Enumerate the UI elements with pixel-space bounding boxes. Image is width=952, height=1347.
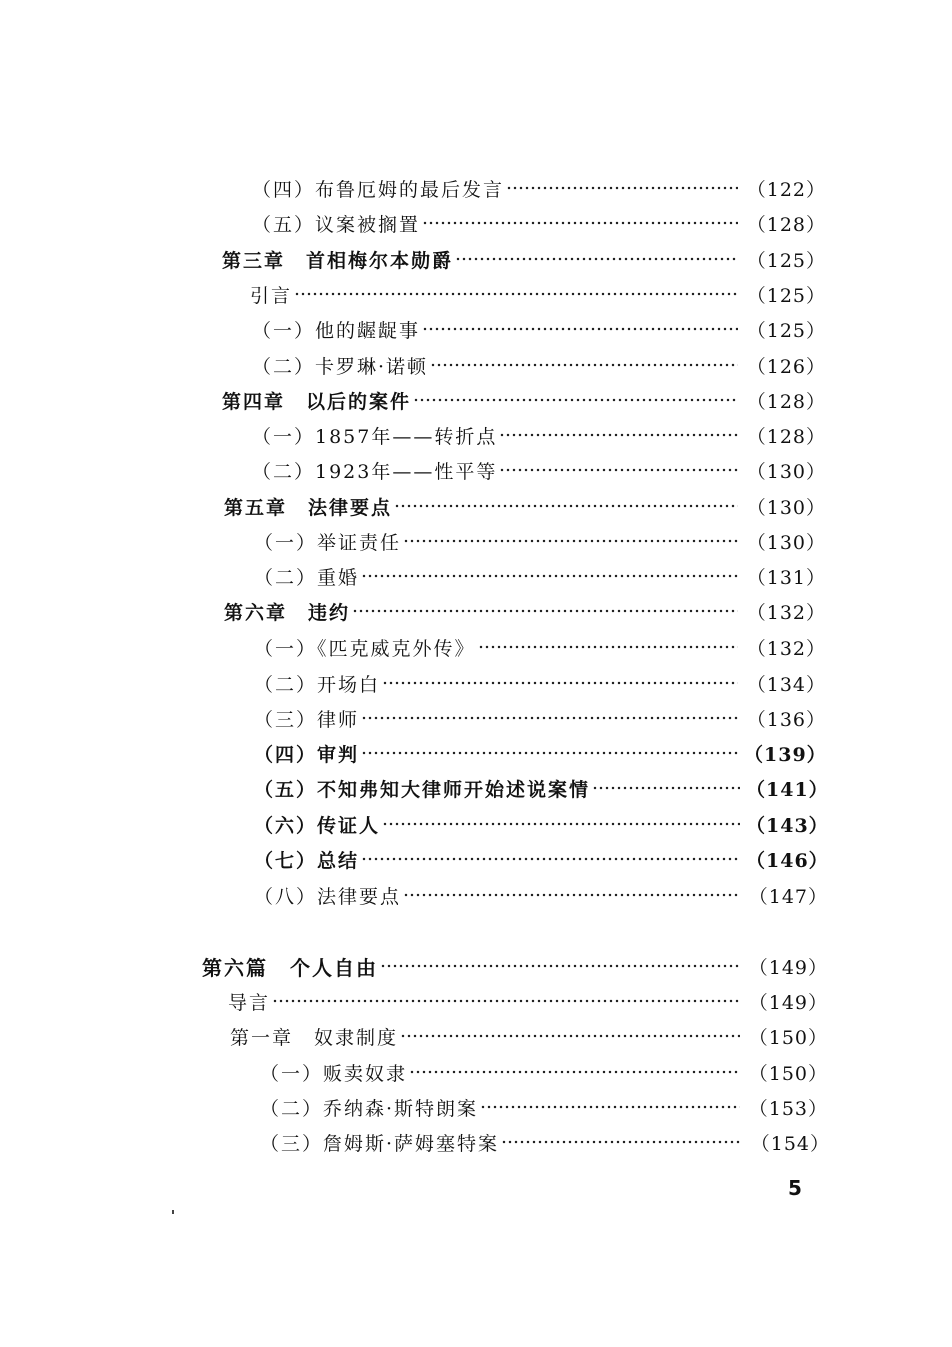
toc-entry: [252, 347, 826, 383]
toc-entry: [252, 417, 826, 453]
toc-entry-title: （八）法律要点: [254, 885, 402, 908]
dot-leader: [382, 678, 738, 688]
toc-entry-page: （146）: [746, 849, 829, 872]
toc-entry-page: （130）: [746, 460, 826, 483]
toc-entry-page: （139）: [744, 743, 827, 766]
toc-chapter-title: 第五章 法律要点: [224, 496, 393, 519]
toc-entry-page: （132）: [746, 601, 826, 624]
toc-chapter-entry: [230, 1018, 828, 1054]
dot-leader: [294, 289, 738, 299]
dot-leader: [422, 324, 738, 334]
toc-chapter-title: 第四章 以后的案件: [222, 390, 412, 413]
toc-entry-page: （125）: [746, 319, 826, 342]
toc-entry-page: （131）: [746, 566, 826, 589]
toc-entry-title: （二）重婚: [254, 566, 360, 589]
toc-entry-page: （130）: [746, 496, 826, 519]
toc-entry: [254, 841, 828, 877]
toc-entry-title: 引言: [250, 284, 293, 307]
dot-leader: [455, 254, 738, 264]
toc-entry: [254, 523, 826, 559]
dot-leader: [400, 1031, 740, 1041]
toc-entry-title: （五）不知弗知大律师开始述说案情: [254, 778, 591, 801]
toc-entry-title: （二）乔纳森·斯特朗案: [260, 1097, 479, 1120]
dot-leader: [361, 748, 738, 758]
toc-entry: [254, 770, 828, 806]
toc-entry-title: （二）开场白: [254, 673, 381, 696]
toc-chapter-entry: [222, 382, 826, 418]
toc-entry-title: （一）《匹克威克外传》: [254, 637, 476, 660]
toc-chapter-entry: [224, 593, 826, 629]
dot-leader: [413, 395, 738, 405]
toc-entry-title: （一）1857年——转折点: [252, 425, 498, 448]
dot-leader: [592, 783, 740, 793]
toc-entry-page: （141）: [746, 778, 829, 801]
dot-leader: [499, 430, 738, 440]
toc-entry: [252, 205, 826, 241]
toc-entry: [254, 735, 826, 771]
toc-entry-page: （154）: [750, 1132, 830, 1155]
toc-entry: [250, 276, 826, 312]
page-number: 5: [788, 1176, 802, 1200]
toc-chapter-entry: [224, 488, 826, 524]
toc-entry: [254, 629, 826, 665]
toc-entry-title: （三）詹姆斯·萨姆塞特案: [260, 1132, 500, 1155]
toc-entry-page: （122）: [746, 178, 826, 201]
toc-entry-title: 导言: [228, 991, 271, 1014]
toc-part-entry: [202, 948, 828, 984]
toc-entry-page: （150）: [748, 1026, 828, 1049]
toc-entry: [260, 1124, 830, 1160]
dot-leader: [403, 536, 738, 546]
dot-leader: [361, 854, 740, 864]
toc-entry-title: （三）律师: [254, 708, 360, 731]
toc-entry-title: （五）议案被搁置: [252, 213, 421, 236]
toc-entry: [260, 1054, 828, 1090]
toc-entry-page: （125）: [746, 284, 826, 307]
toc-entry-title: （一）他的龌龊事: [252, 319, 421, 342]
toc-entry-page: （132）: [746, 637, 826, 660]
toc-entry-page: （130）: [746, 531, 826, 554]
dot-leader: [409, 1067, 740, 1077]
toc-entry-title: （七）总结: [254, 849, 360, 872]
toc-entry: [254, 558, 826, 594]
dot-leader: [380, 961, 740, 971]
dot-leader: [501, 1137, 742, 1147]
toc-entry-title: （一）举证责任: [254, 531, 402, 554]
toc-entry-title: （六）传证人: [254, 814, 381, 837]
toc-entry-page: （153）: [748, 1097, 828, 1120]
toc-chapter-title: 第三章 首相梅尔本勋爵: [222, 249, 454, 272]
toc-entry: [252, 170, 826, 206]
toc-entry-page: （126）: [746, 355, 826, 378]
dot-leader: [480, 1102, 740, 1112]
dot-leader: [478, 642, 738, 652]
toc-entry-page: （147）: [748, 885, 828, 908]
toc-entry-page: （128）: [746, 425, 826, 448]
toc-entry: [252, 311, 826, 347]
dot-leader: [352, 606, 738, 616]
toc-entry-title: （一）贩卖奴隶: [260, 1062, 408, 1085]
toc-entry-page: （125）: [746, 249, 826, 272]
dot-leader: [382, 819, 740, 829]
toc-entry-page: （136）: [746, 708, 826, 731]
toc-chapter-title: 第六章 违约: [224, 601, 351, 624]
toc-chapter-title: 第一章 奴隶制度: [230, 1026, 399, 1049]
dot-leader: [422, 218, 738, 228]
dot-leader: [499, 465, 738, 475]
toc-entry-title: （二）卡罗琳·诺顿: [252, 355, 429, 378]
toc-chapter-entry: [222, 241, 826, 277]
toc-entry-page: （149）: [748, 991, 828, 1014]
dot-leader: [394, 501, 738, 511]
toc-entry-page: （143）: [746, 814, 829, 837]
toc-entry: [254, 700, 826, 736]
dot-leader: [361, 571, 738, 581]
toc-entry: [254, 877, 828, 913]
dot-leader: [272, 996, 740, 1006]
toc-entry: [228, 983, 828, 1019]
dot-leader: [430, 360, 738, 370]
dot-leader: [361, 713, 738, 723]
toc-entry-title: （四）布鲁厄姆的最后发言: [252, 178, 505, 201]
dot-leader: [403, 890, 740, 900]
toc-part-title: 第六篇 个人自由: [202, 955, 378, 980]
toc-entry-page: （150）: [748, 1062, 828, 1085]
scan-speck: [172, 1210, 174, 1214]
toc-entry: [254, 665, 826, 701]
toc-entry: [260, 1089, 828, 1125]
toc-entry-page: （128）: [746, 390, 826, 413]
dot-leader: [506, 183, 738, 193]
toc-entry: [252, 452, 826, 488]
toc-entry-page: （128）: [746, 213, 826, 236]
toc-entry-page: （134）: [746, 673, 826, 696]
toc-entry-title: （四）审判: [254, 743, 360, 766]
toc-entry: [254, 806, 828, 842]
toc-entry-page: （149）: [748, 956, 828, 979]
toc-entry-title: （二）1923年——性平等: [252, 460, 498, 483]
